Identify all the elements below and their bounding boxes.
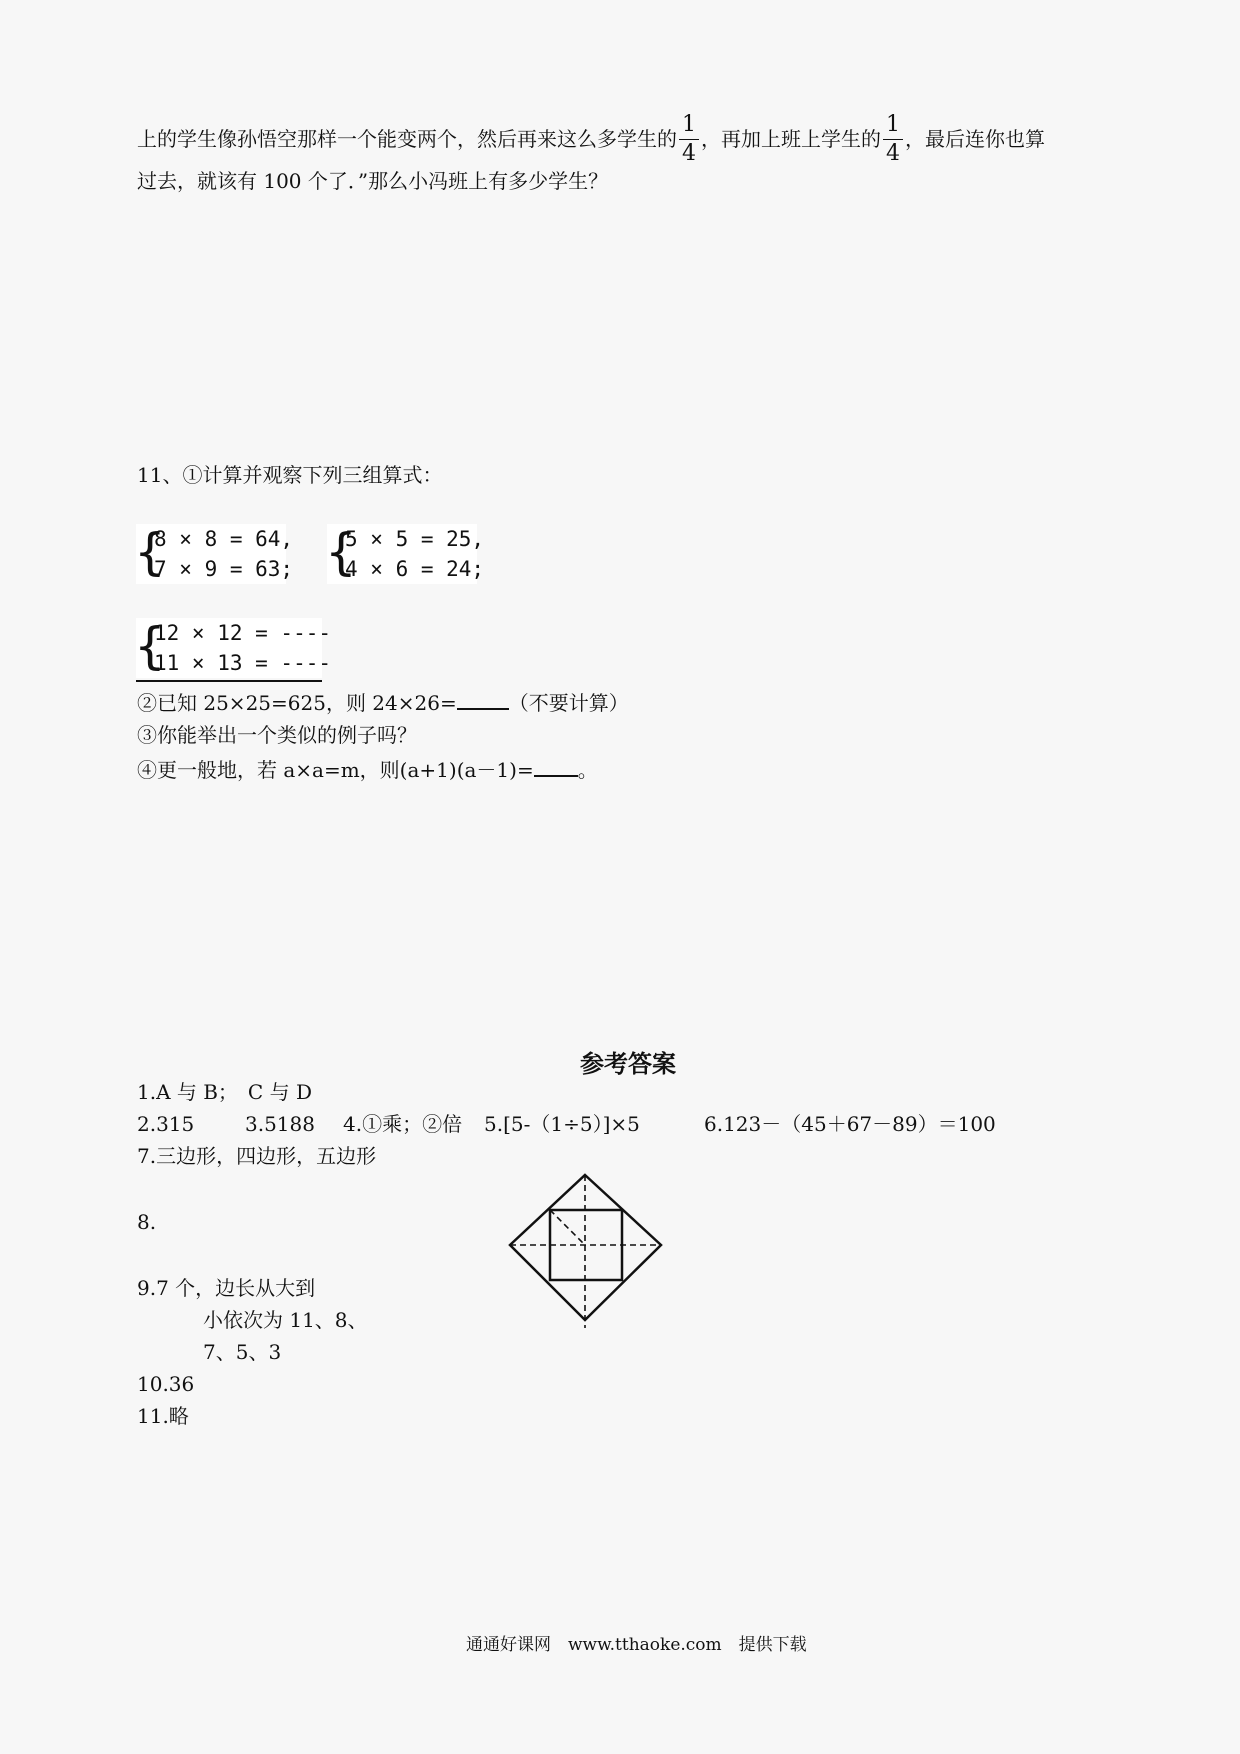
q10-line1-c: ，最后连你也算 xyxy=(905,127,1045,151)
eq-line: 4 × 6 = 24; xyxy=(345,557,485,581)
answer-9-line3: 7、5、3 xyxy=(203,1340,282,1364)
q10-line1-b: ，再加上班上学生的 xyxy=(701,127,881,151)
answer-10: 10.36 xyxy=(137,1372,195,1396)
equation-group-1 xyxy=(134,523,294,584)
eq-line: 11 × 13 = ---- xyxy=(154,651,332,675)
q11-part4 xyxy=(137,757,598,782)
answer-3: 3.5188 xyxy=(245,1112,315,1136)
answer-7: 7.三边形，四边形，五边形 xyxy=(137,1144,377,1168)
q11-part3: ③你能举出一个类似的例子吗？ xyxy=(137,723,417,747)
eq-line: 12 × 12 = ---- xyxy=(154,621,332,645)
answer-blank[interactable] xyxy=(534,757,578,777)
equation-group-2 xyxy=(325,523,485,584)
answer-11: 11.略 xyxy=(137,1404,189,1428)
brace-icon: { xyxy=(134,523,166,581)
fraction-one-quarter: $\frac{1}{4}$ xyxy=(679,112,699,167)
q10-line2: 过去，就该有 100 个了．”那么小冯班上有多少学生？ xyxy=(137,169,609,193)
dashed-diagonal xyxy=(550,1210,585,1245)
q11-part2-tail: （不要计算） xyxy=(508,691,629,715)
eq-line: 7 × 9 = 63; xyxy=(154,557,294,581)
answer-9-line1: 9.7 个，边长从大到 xyxy=(137,1276,316,1300)
answer-9-line2: 小依次为 11、8、 xyxy=(203,1308,368,1332)
brace-icon: { xyxy=(325,523,357,581)
q10-line1-a: 上的学生像孙悟空那样一个能变两个，然后再来这么多学生的 xyxy=(137,127,677,151)
q11-part2 xyxy=(137,690,629,715)
answer-5: 5.[5-（1÷5）]×5 xyxy=(484,1112,640,1136)
answer-4: 4.①乘；②倍 xyxy=(343,1112,463,1136)
fraction-one-quarter-2: $\frac{1}{4}$ xyxy=(883,112,903,167)
answers-heading: 参考答案 xyxy=(580,1050,676,1078)
eq-line: 5 × 5 = 25, xyxy=(345,527,485,551)
equation-group-3 xyxy=(134,617,332,678)
answer-8-figure xyxy=(505,1170,665,1330)
eq-line: 8 × 8 = 64, xyxy=(154,527,294,551)
footer-text: 通通好课网 www.tthaoke.com 提供下载 xyxy=(466,1635,807,1655)
answer-blank[interactable] xyxy=(457,690,509,710)
q11-part2-text: ②已知 25×25=625，则 24×26= xyxy=(137,691,457,715)
answer-8: 8. xyxy=(137,1210,157,1234)
answer-6: 6.123－（45＋67－89）＝100 xyxy=(704,1112,996,1136)
q11-intro: 11、①计算并观察下列三组算式： xyxy=(137,463,443,487)
q11-part4-text: ④更一般地，若 a×a=m，则(a+1)(a－1)= xyxy=(137,758,534,782)
q11-part4-tail: 。 xyxy=(577,758,598,782)
brace-icon: { xyxy=(134,617,166,675)
answer-1: 1.A 与 B； C 与 D xyxy=(137,1080,312,1104)
divider-line xyxy=(136,680,322,682)
q10-line1 xyxy=(137,111,1045,166)
answer-2: 2.315 xyxy=(137,1112,195,1136)
